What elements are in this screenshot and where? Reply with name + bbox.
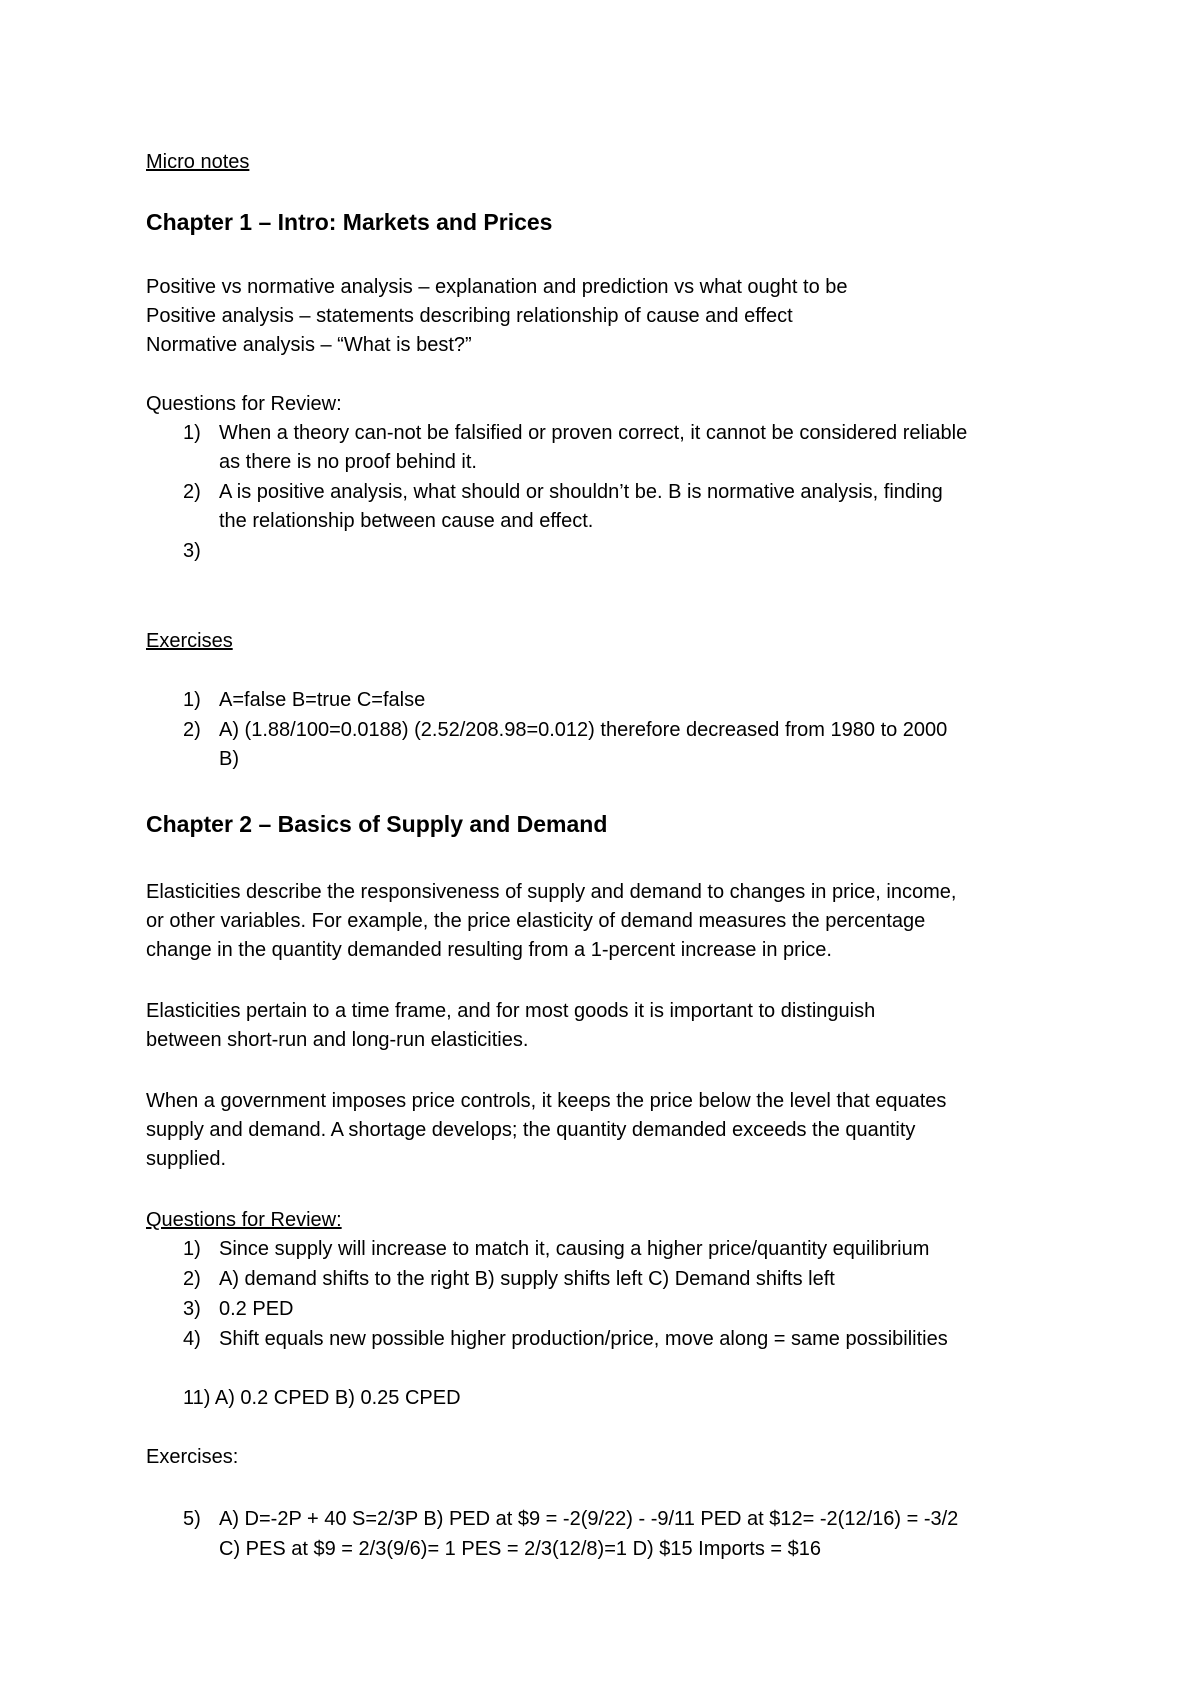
ch1-q1-text-line2: as there is no proof behind it. [219, 451, 477, 473]
ch2-para1-line1: Elasticities describe the responsiveness of supply and demand to changes in price, income, [146, 881, 957, 903]
ch2-q4-text: Shift equals new possible higher production/price, move along = same possibilities [219, 1328, 948, 1350]
ch1-ex2-text-line2: B) [219, 748, 239, 770]
ch1-questions-label: Questions for Review: [146, 393, 342, 415]
chapter-2-heading: Chapter 2 – Basics of Supply and Demand [146, 811, 608, 837]
ch2-q3-number: 3) [183, 1298, 201, 1320]
ch2-ex5-number: 5) [183, 1508, 201, 1530]
ch2-para1-line2: or other variables. For example, the price elasticity of demand measures the percentage [146, 910, 926, 932]
ch2-exercises-label: Exercises: [146, 1446, 239, 1468]
ch1-ex1-text: A=false B=true C=false [219, 689, 426, 711]
chapter-1-heading: Chapter 1 – Intro: Markets and Prices [146, 209, 553, 235]
ch2-para3-line3: supplied. [146, 1148, 227, 1170]
ch1-q2-number: 2) [183, 481, 201, 503]
ch2-q11-text: 11) A) 0.2 CPED B) 0.25 CPED [183, 1387, 461, 1409]
ch2-para2-line2: between short-run and long-run elasticities. [146, 1029, 529, 1051]
document-title: Micro notes [146, 151, 250, 173]
ch1-q1-text-line1: When a theory can-not be falsified or proven correct, it cannot be considered reliable [219, 422, 968, 444]
ch2-q3-text: 0.2 PED [219, 1298, 294, 1320]
ch1-ex2-text-line1: A) (1.88/100=0.0188) (2.52/208.98=0.012) therefore decreased from 1980 to 2000 [219, 719, 948, 741]
ch2-ex5-text-line2: C) PES at $9 = 2/3(9/6)= 1 PES = 2/3(12/8)=1 D) $15 Imports = $16 [219, 1538, 822, 1560]
ch2-para3-line1: When a government imposes price controls, it keeps the price below the level that equates [146, 1090, 947, 1112]
ch2-q2-text: A) demand shifts to the right B) supply shifts left C) Demand shifts left [219, 1268, 835, 1290]
ch1-ex2-number: 2) [183, 719, 201, 741]
ch2-para1-line3: change in the quantity demanded resulting from a 1-percent increase in price. [146, 939, 832, 961]
ch2-q1-number: 1) [183, 1238, 201, 1260]
ch1-q3-number: 3) [183, 540, 201, 562]
ch1-line-1: Positive vs normative analysis – explanation and prediction vs what ought to be [146, 276, 848, 298]
ch2-q2-number: 2) [183, 1268, 201, 1290]
ch1-ex1-number: 1) [183, 689, 201, 711]
ch2-ex5-text-line1: A) D=-2P + 40 S=2/3P B) PED at $9 = -2(9/22) - -9/11 PED at $12= -2(12/16) = -3/2 [219, 1508, 959, 1530]
ch2-para3-line2: supply and demand. A shortage develops; the quantity demanded exceeds the quantity [146, 1119, 916, 1141]
ch2-q4-number: 4) [183, 1328, 201, 1350]
ch2-q1-text: Since supply will increase to match it, causing a higher price/quantity equilibrium [219, 1238, 930, 1260]
ch1-q1-number: 1) [183, 422, 201, 444]
ch2-questions-label: Questions for Review: [146, 1209, 342, 1231]
ch1-line-2: Positive analysis – statements describing relationship of cause and effect [146, 305, 793, 327]
ch1-q2-text-line1: A is positive analysis, what should or shouldn’t be. B is normative analysis, finding [219, 481, 943, 503]
ch1-line-3: Normative analysis – “What is best?” [146, 334, 472, 356]
ch1-exercises-label: Exercises [146, 630, 233, 652]
ch1-q2-text-line2: the relationship between cause and effect. [219, 510, 594, 532]
ch2-para2-line1: Elasticities pertain to a time frame, and for most goods it is important to distinguish [146, 1000, 876, 1022]
